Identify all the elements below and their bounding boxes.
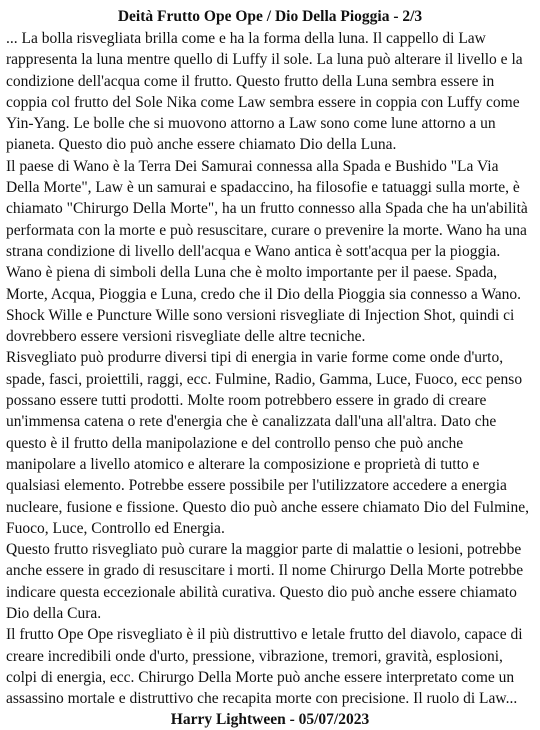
document-title: Deità Frutto Ope Ope / Dio Della Pioggia - 2/3: [117, 8, 423, 25]
paragraph-techniques: Shock Wille e Puncture Wille sono versioni risvegliate di Injection Shot, quindi ci dovrebbero essere versioni risvegliate delle altre tecniche.: [6, 306, 515, 346]
paragraph-healing: Questo frutto risvegliato può curare la maggior parte di malattie o lesioni, potrebbe anche essere in grado di resuscitare i morti. Il nome Chirurgo Della Morte potrebbe indicare questa eccezionale abilità curativa. Questo dio può anche essere chiamato Dio della Cura.: [6, 541, 524, 623]
paragraph-wano: Il paese di Wano è la Terra Dei Samurai connessa alla Spada e Bushido "La Via Della Morte", Law è un samurai e spadaccino, ha filosofie e tatuaggi sulla morte, è chiamato "Chirurgo Della Morte", ha un frutto connesso alla Spada che ha un'abilità performata con la morte e può resuscitare, curare o prevenire la morte. Wano ha una strana condizione di livello dell'acqua e Wano antica è sott'acqua per la pioggia. Wano è piena di simboli della Luna che è molto importante per il paese. Spada, Morte, Acqua, Pioggia e Luna, credo che il Dio della Pioggia sia connesso a Wano.: [6, 157, 528, 303]
paragraph-energy: Risvegliato può produrre diversi tipi di energia in varie forme come onde d'urto, spade, fasci, proiettili, raggi, ecc. Fulmine, Radio, Gamma, Luce, Fuoco, ecc penso possano essere tutti prodotti. Molte room potrebbero essere in grado di creare un'immensa catena o rete d'energia che è canalizzata dall'una all'altra. Dato che questo è il frutto della manipolazione e del controllo penso che può anche manipolare a livello atomico e alterare la composizione e proprietà di tutto e qualsiasi elemento. Potrebbe essere possibile per l'utilizzatore accedere a energia nucleare, fusione e fissione. Questo dio può anche essere chiamato Dio del Fulmine, Fuoco, Luce, Controllo ed Energia.: [6, 349, 529, 537]
document-body: [6, 28, 534, 710]
paragraph-moon: ... La bolla risvegliata brilla come e ha la forma della luna. Il cappello di Law rappresenta la luna mentre quello di Luffy il sole. La luna può alterare il livello e la condizione dell'acqua come il frutto. Questo frutto della Luna sembra essere in coppia col frutto del Sole Nika come Law sembra essere in coppia con Luffy come Yin-Yang. Le bolle che si muovono attorno a Law sono come lune attorno a un pianeta. Questo dio può anche essere chiamato Dio della Luna.: [6, 30, 523, 154]
paragraph-destruction: Il frutto Ope Ope risvegliato è il più distruttivo e letale frutto del diavolo, capace di creare incredibili onde d'urto, pressione, vibrazione, tremori, gravità, esplosioni, colpi di energia, ecc. Chirurgo Della Morte può anche essere interpretato come un assassino mortale e distruttivo che recapita morte con precisione. Il ruolo di Law...: [6, 626, 523, 708]
document-signature: Harry Lightween - 05/07/2023: [170, 710, 370, 728]
